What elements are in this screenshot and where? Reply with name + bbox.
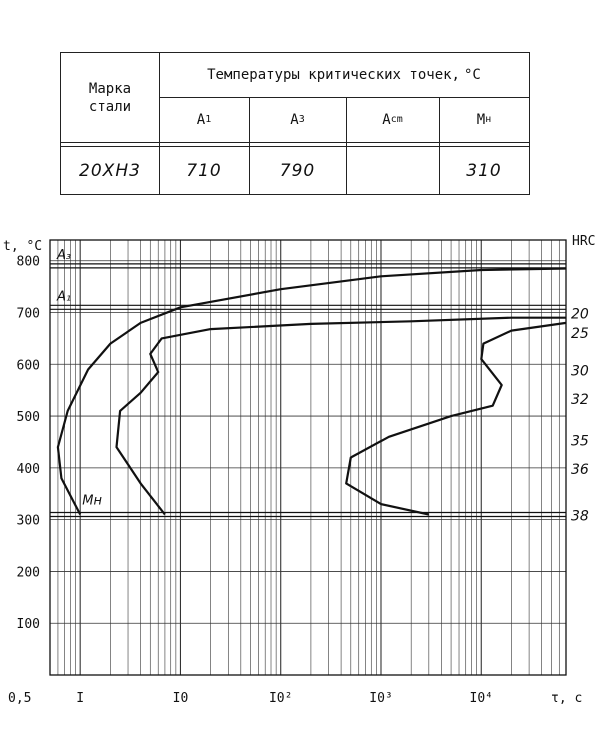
hrc-label: 30: [571, 363, 589, 380]
col-a3-sub: 3: [298, 114, 305, 125]
row-mn: 310: [466, 160, 502, 181]
temps-header-unit: °C: [464, 67, 481, 83]
row-a3: 790: [279, 160, 316, 181]
col-a1-main: A: [196, 111, 206, 128]
x-tick-label: 0,5: [8, 691, 32, 706]
row-acm: [346, 147, 439, 194]
col-mn-sub: н: [485, 114, 492, 125]
y-tick-label: 300: [16, 513, 40, 529]
hrc-label: 38: [571, 508, 589, 525]
y-tick-label: 800: [16, 254, 40, 270]
x-axis-title: τ, c: [551, 691, 583, 706]
row-grade: 20ХН3: [79, 160, 141, 181]
row-a1: 710: [186, 160, 222, 181]
x-tick-label: I0: [172, 691, 189, 706]
temps-header: [159, 53, 529, 97]
transformation-curve: [346, 323, 566, 515]
critical-line-label: Mн: [82, 493, 103, 509]
isothermal-transformation-diagram: [0, 220, 600, 730]
y-tick-label: 200: [16, 565, 40, 581]
hrc-axis-title: HRC: [572, 234, 596, 249]
hrc-label: 20: [571, 306, 589, 323]
hrc-label: 36: [571, 461, 589, 478]
critical-points-table: [60, 52, 530, 195]
x-tick-label: I0⁴: [469, 691, 494, 706]
critical-line-label: A₁: [57, 289, 72, 305]
y-axis-title: t, °C: [3, 239, 43, 254]
critical-lines: [50, 264, 566, 517]
col-a3-main: A: [290, 111, 299, 128]
col-header-a3: [249, 97, 346, 142]
x-tick-label: I0²: [268, 691, 293, 706]
hrc-label: 25: [571, 326, 589, 343]
x-tick-label: I: [76, 691, 85, 706]
critical-line-label: A₃: [57, 247, 72, 263]
y-tick-label: 400: [16, 461, 40, 477]
col-acm-main: A: [382, 111, 391, 128]
col-header-mn: [439, 97, 529, 142]
col-header-acm: [346, 97, 439, 142]
hrc-label: 35: [571, 433, 589, 450]
col-mn-main: M: [476, 111, 486, 128]
col-header-a1: [159, 97, 249, 142]
y-tick-label: I00: [16, 617, 40, 633]
temps-header-text: Температуры критических точек,: [207, 67, 460, 83]
col-acm-sub: cm: [390, 114, 403, 125]
y-tick-label: 600: [16, 358, 40, 374]
y-tick-label: 500: [16, 410, 40, 426]
x-tick-label: I0³: [369, 691, 393, 706]
y-tick-label: 700: [16, 306, 40, 322]
hrc-label: 32: [571, 391, 589, 408]
col-a1-sub: 1: [205, 114, 212, 125]
grade-header: Марка стали: [88, 80, 132, 115]
